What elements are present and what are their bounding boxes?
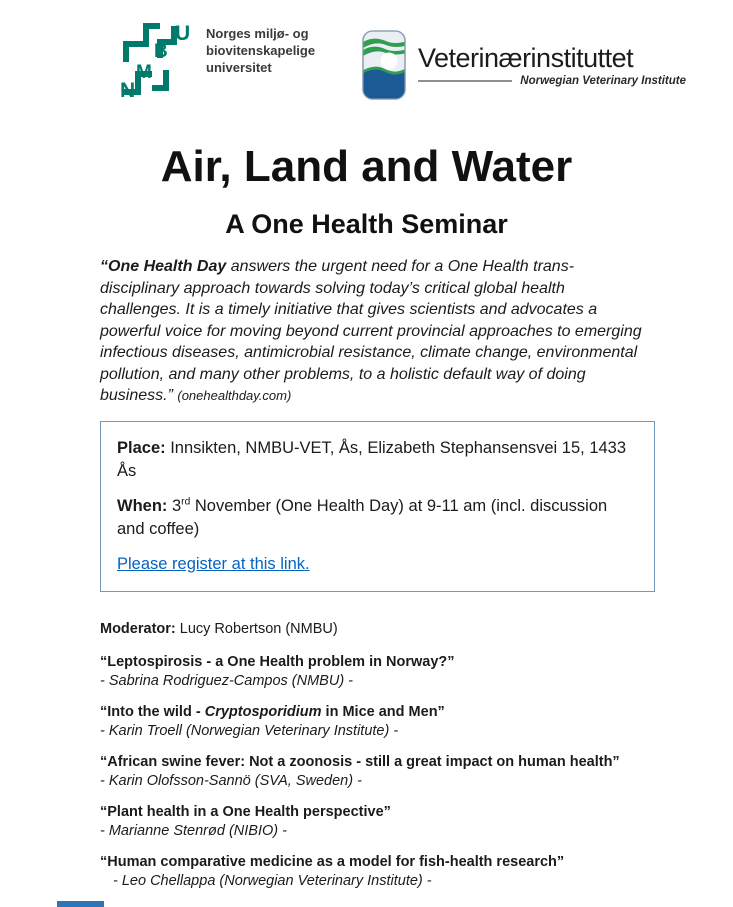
talk-title: “Leptospirosis - a One Health problem in Norway?” xyxy=(100,653,455,670)
talk-speaker: - Marianne Stenrød (NIBIO) - xyxy=(100,822,287,839)
talk-item-2 xyxy=(100,703,665,741)
when-text-post: November (One Health Day) at 9-11 am (incl. discussion and coffee) xyxy=(117,496,608,538)
quote-body: answers the urgent need for a One Health trans-disciplinary approach towards solving today’s critical global health challenges. It is a timely initiative that gives scientists and advocates a powerful voice for moving beyond current provincial approaches to emerging infectious diseases, antimicrobial resistance, climate change, environmental pollution, and many other problems, to a holistic default way of doing business.” xyxy=(100,258,642,404)
nmbu-letter-n: N xyxy=(120,79,136,98)
nmbu-text-line3: universitet xyxy=(206,60,272,75)
nmbu-logo xyxy=(118,18,358,98)
talk-item-3 xyxy=(100,753,665,791)
when-line xyxy=(117,495,638,541)
nmbu-logo-text xyxy=(206,18,315,76)
talk-speaker: - Karin Olofsson-Sannö (SVA, Sweden) - xyxy=(100,772,362,789)
when-label: When: xyxy=(117,496,168,515)
talk-item-1 xyxy=(100,653,665,691)
register-line xyxy=(117,553,638,576)
when-text-pre: 3 xyxy=(167,496,182,515)
register-link[interactable]: Please register at this link. xyxy=(117,554,310,573)
nmbu-letter-m: M xyxy=(136,62,152,83)
page-subtitle: A One Health Seminar xyxy=(225,209,508,239)
veterinary-institute-title: Veterinærinstituttet xyxy=(418,43,634,73)
place-text: Innsikten, NMBU-VET, Ås, Elizabeth Stephansensvei 15, 1433 Ås xyxy=(117,438,627,480)
event-info-box xyxy=(100,421,655,592)
nmbu-letter-u: U xyxy=(175,22,191,45)
place-line xyxy=(117,437,638,483)
talk-item-5 xyxy=(100,853,665,891)
one-health-quote xyxy=(100,256,645,407)
moderator-label: Moderator: xyxy=(100,620,176,637)
veterinary-institute-text xyxy=(418,43,686,87)
veterinary-institute-subtitle: Norwegian Veterinary Institute xyxy=(520,75,686,87)
talk-title: “African swine fever: Not a zoonosis - still a great impact on human health” xyxy=(100,753,620,770)
ordinal-suffix: rd xyxy=(181,496,191,507)
horizontal-rule xyxy=(418,80,512,82)
header-logos xyxy=(0,0,733,100)
quote-source: (onehealthday.com) xyxy=(177,388,292,403)
talk-title: “Human comparative medicine as a model for fish-health research” xyxy=(100,853,565,870)
talk-speaker: - Leo Chellappa (Norwegian Veterinary Institute) - xyxy=(113,872,432,889)
talk-title: “Plant health in a One Health perspective” xyxy=(100,803,391,820)
veterinary-institute-subtitle-row xyxy=(418,75,686,87)
nmbu-text-line1: Norges miljø- og xyxy=(206,26,309,41)
veterinary-institute-icon xyxy=(362,30,406,100)
talk-title: “Into the wild - Cryptosporidium in Mice and Men” xyxy=(100,703,445,720)
talk-speaker: - Sabrina Rodriguez-Campos (NMBU) - xyxy=(100,672,354,689)
partial-blue-bar xyxy=(57,901,104,907)
moderator-name: Lucy Robertson (NMBU) xyxy=(175,620,338,637)
nmbu-logo-icon xyxy=(118,18,192,98)
talk-speaker: - Karin Troell (Norwegian Veterinary Institute) - xyxy=(100,722,399,739)
nmbu-letter-b: B xyxy=(154,41,168,62)
moderator-line xyxy=(100,620,733,639)
page-title: Air, Land and Water xyxy=(160,142,573,191)
place-label: Place: xyxy=(117,438,166,457)
quote-lead: “One Health Day xyxy=(100,258,227,275)
talk-item-4 xyxy=(100,803,665,841)
veterinary-institute-logo xyxy=(362,18,686,100)
nmbu-text-line2: biovitenskapelige xyxy=(206,43,316,58)
